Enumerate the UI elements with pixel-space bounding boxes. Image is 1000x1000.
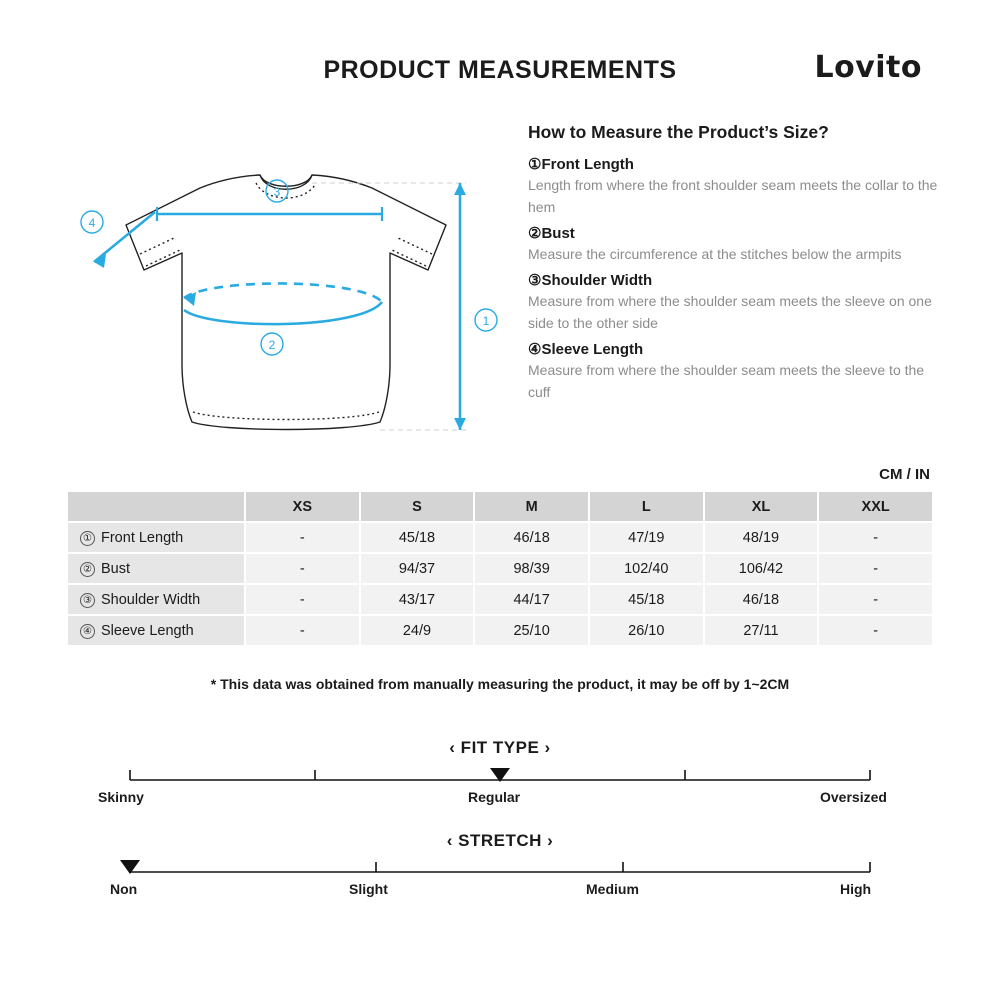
cell-sleeve-length-xl: 27/11 xyxy=(704,615,819,646)
table-header-xs: XS xyxy=(245,491,360,522)
howto-item-1-marker: ① xyxy=(528,156,542,173)
row-label-sleeve-length xyxy=(67,615,245,646)
cell-sleeve-length-xs: - xyxy=(245,615,360,646)
cell-front-length-m: 46/18 xyxy=(474,522,589,553)
cell-bust-m: 98/39 xyxy=(474,553,589,584)
howto-item-bust xyxy=(528,224,948,265)
cell-front-length-xl: 48/19 xyxy=(704,522,819,553)
cell-shoulder-width-s: 43/17 xyxy=(360,584,475,615)
stretch-label-slight: Slight xyxy=(349,881,388,897)
callout-3-label: 3 xyxy=(273,185,281,199)
table-header-l: L xyxy=(589,491,704,522)
cell-front-length-xxl: - xyxy=(818,522,933,553)
howto-item-2-desc: Measure the circumference at the stitches below the armpits xyxy=(528,246,902,262)
how-to-measure-heading: How to Measure the Product’s Size? xyxy=(528,122,829,142)
row-3-marker-icon: ③ xyxy=(80,593,95,608)
row-2-marker-icon: ② xyxy=(80,562,95,577)
cell-front-length-s: 45/18 xyxy=(360,522,475,553)
row-1-marker-icon: ① xyxy=(80,531,95,546)
page-title: PRODUCT MEASUREMENTS xyxy=(323,56,677,84)
fit-type-scale-svg xyxy=(0,762,1000,792)
cell-sleeve-length-s: 24/9 xyxy=(360,615,475,646)
row-label-bust xyxy=(67,553,245,584)
cell-shoulder-width-xxl: - xyxy=(818,584,933,615)
howto-item-shoulder-width xyxy=(528,271,948,334)
stretch-scale-svg xyxy=(0,854,1000,884)
howto-item-1-desc: Length from where the front shoulder seam meets the collar to the hem xyxy=(528,177,938,215)
table-row xyxy=(67,522,933,553)
howto-item-3-marker: ③ xyxy=(528,272,542,289)
units-label: CM / IN xyxy=(879,466,930,483)
cell-bust-s: 94/37 xyxy=(360,553,475,584)
cell-bust-xl: 106/42 xyxy=(704,553,819,584)
fit-label-regular: Regular xyxy=(468,789,521,805)
row-3-label: Shoulder Width xyxy=(101,591,201,608)
table-header-row xyxy=(67,491,933,522)
how-to-measure-section xyxy=(528,122,948,409)
size-table xyxy=(66,490,934,647)
cell-front-length-l: 47/19 xyxy=(589,522,704,553)
howto-item-1-title xyxy=(528,155,948,173)
table-row xyxy=(67,615,933,646)
row-2-label: Bust xyxy=(101,560,131,577)
table-row xyxy=(67,584,933,615)
callout-2-label: 2 xyxy=(268,338,276,352)
row-4-marker-icon: ④ xyxy=(80,624,95,639)
fit-label-oversized: Oversized xyxy=(820,789,887,805)
cell-bust-xs: - xyxy=(245,553,360,584)
table-header-s: S xyxy=(360,491,475,522)
cell-front-length-xs: - xyxy=(245,522,360,553)
fit-type-title: ‹ FIT TYPE › xyxy=(449,738,551,757)
howto-item-4-title xyxy=(528,340,948,358)
stretch-label-high: High xyxy=(840,881,872,897)
callout-4-label: 4 xyxy=(88,216,96,230)
table-row xyxy=(67,553,933,584)
cell-sleeve-length-m: 25/10 xyxy=(474,615,589,646)
cell-bust-l: 102/40 xyxy=(589,553,704,584)
table-header-xl: XL xyxy=(704,491,819,522)
callout-1-label: 1 xyxy=(482,314,490,328)
tshirt-diagram-svg xyxy=(60,150,520,450)
howto-item-1-name: Front Length xyxy=(541,156,634,173)
cell-sleeve-length-l: 26/10 xyxy=(589,615,704,646)
cell-shoulder-width-l: 45/18 xyxy=(589,584,704,615)
row-1-label: Front Length xyxy=(101,529,184,546)
howto-item-4-name: Sleeve Length xyxy=(541,341,644,358)
size-table-wrapper xyxy=(66,490,934,647)
table-header-m: M xyxy=(474,491,589,522)
stretch-label-medium: Medium xyxy=(586,881,639,897)
howto-item-4-marker: ④ xyxy=(528,341,542,358)
table-header-xxl: XXL xyxy=(818,491,933,522)
row-4-label: Sleeve Length xyxy=(101,622,194,639)
howto-item-front-length xyxy=(528,155,948,218)
howto-item-3-name: Shoulder Width xyxy=(541,272,653,289)
row-label-shoulder-width xyxy=(67,584,245,615)
cell-shoulder-width-m: 44/17 xyxy=(474,584,589,615)
row-label-front-length xyxy=(67,522,245,553)
tshirt-illustration xyxy=(60,150,520,450)
table-header-corner xyxy=(67,491,245,522)
stretch-label-non: Non xyxy=(110,881,138,897)
cell-sleeve-length-xxl: - xyxy=(818,615,933,646)
howto-item-2-marker: ② xyxy=(528,225,542,242)
fit-label-skinny: Skinny xyxy=(98,789,144,805)
howto-item-3-title xyxy=(528,271,948,289)
brand-logo: Lovito xyxy=(814,50,922,85)
stretch-title: ‹ STRETCH › xyxy=(446,831,554,850)
cell-shoulder-width-xl: 46/18 xyxy=(704,584,819,615)
cell-shoulder-width-xs: - xyxy=(245,584,360,615)
measurement-note: * This data was obtained from manually measuring the product, it may be off by 1~2CM xyxy=(210,676,790,692)
howto-item-3-desc: Measure from where the shoulder seam meets the sleeve on one side to the other side xyxy=(528,293,932,331)
howto-item-sleeve-length xyxy=(528,340,948,403)
howto-item-2-name: Bust xyxy=(541,225,575,242)
howto-item-4-desc: Measure from where the shoulder seam meets the sleeve to the cuff xyxy=(528,362,925,400)
cell-bust-xxl: - xyxy=(818,553,933,584)
howto-item-2-title xyxy=(528,224,948,242)
